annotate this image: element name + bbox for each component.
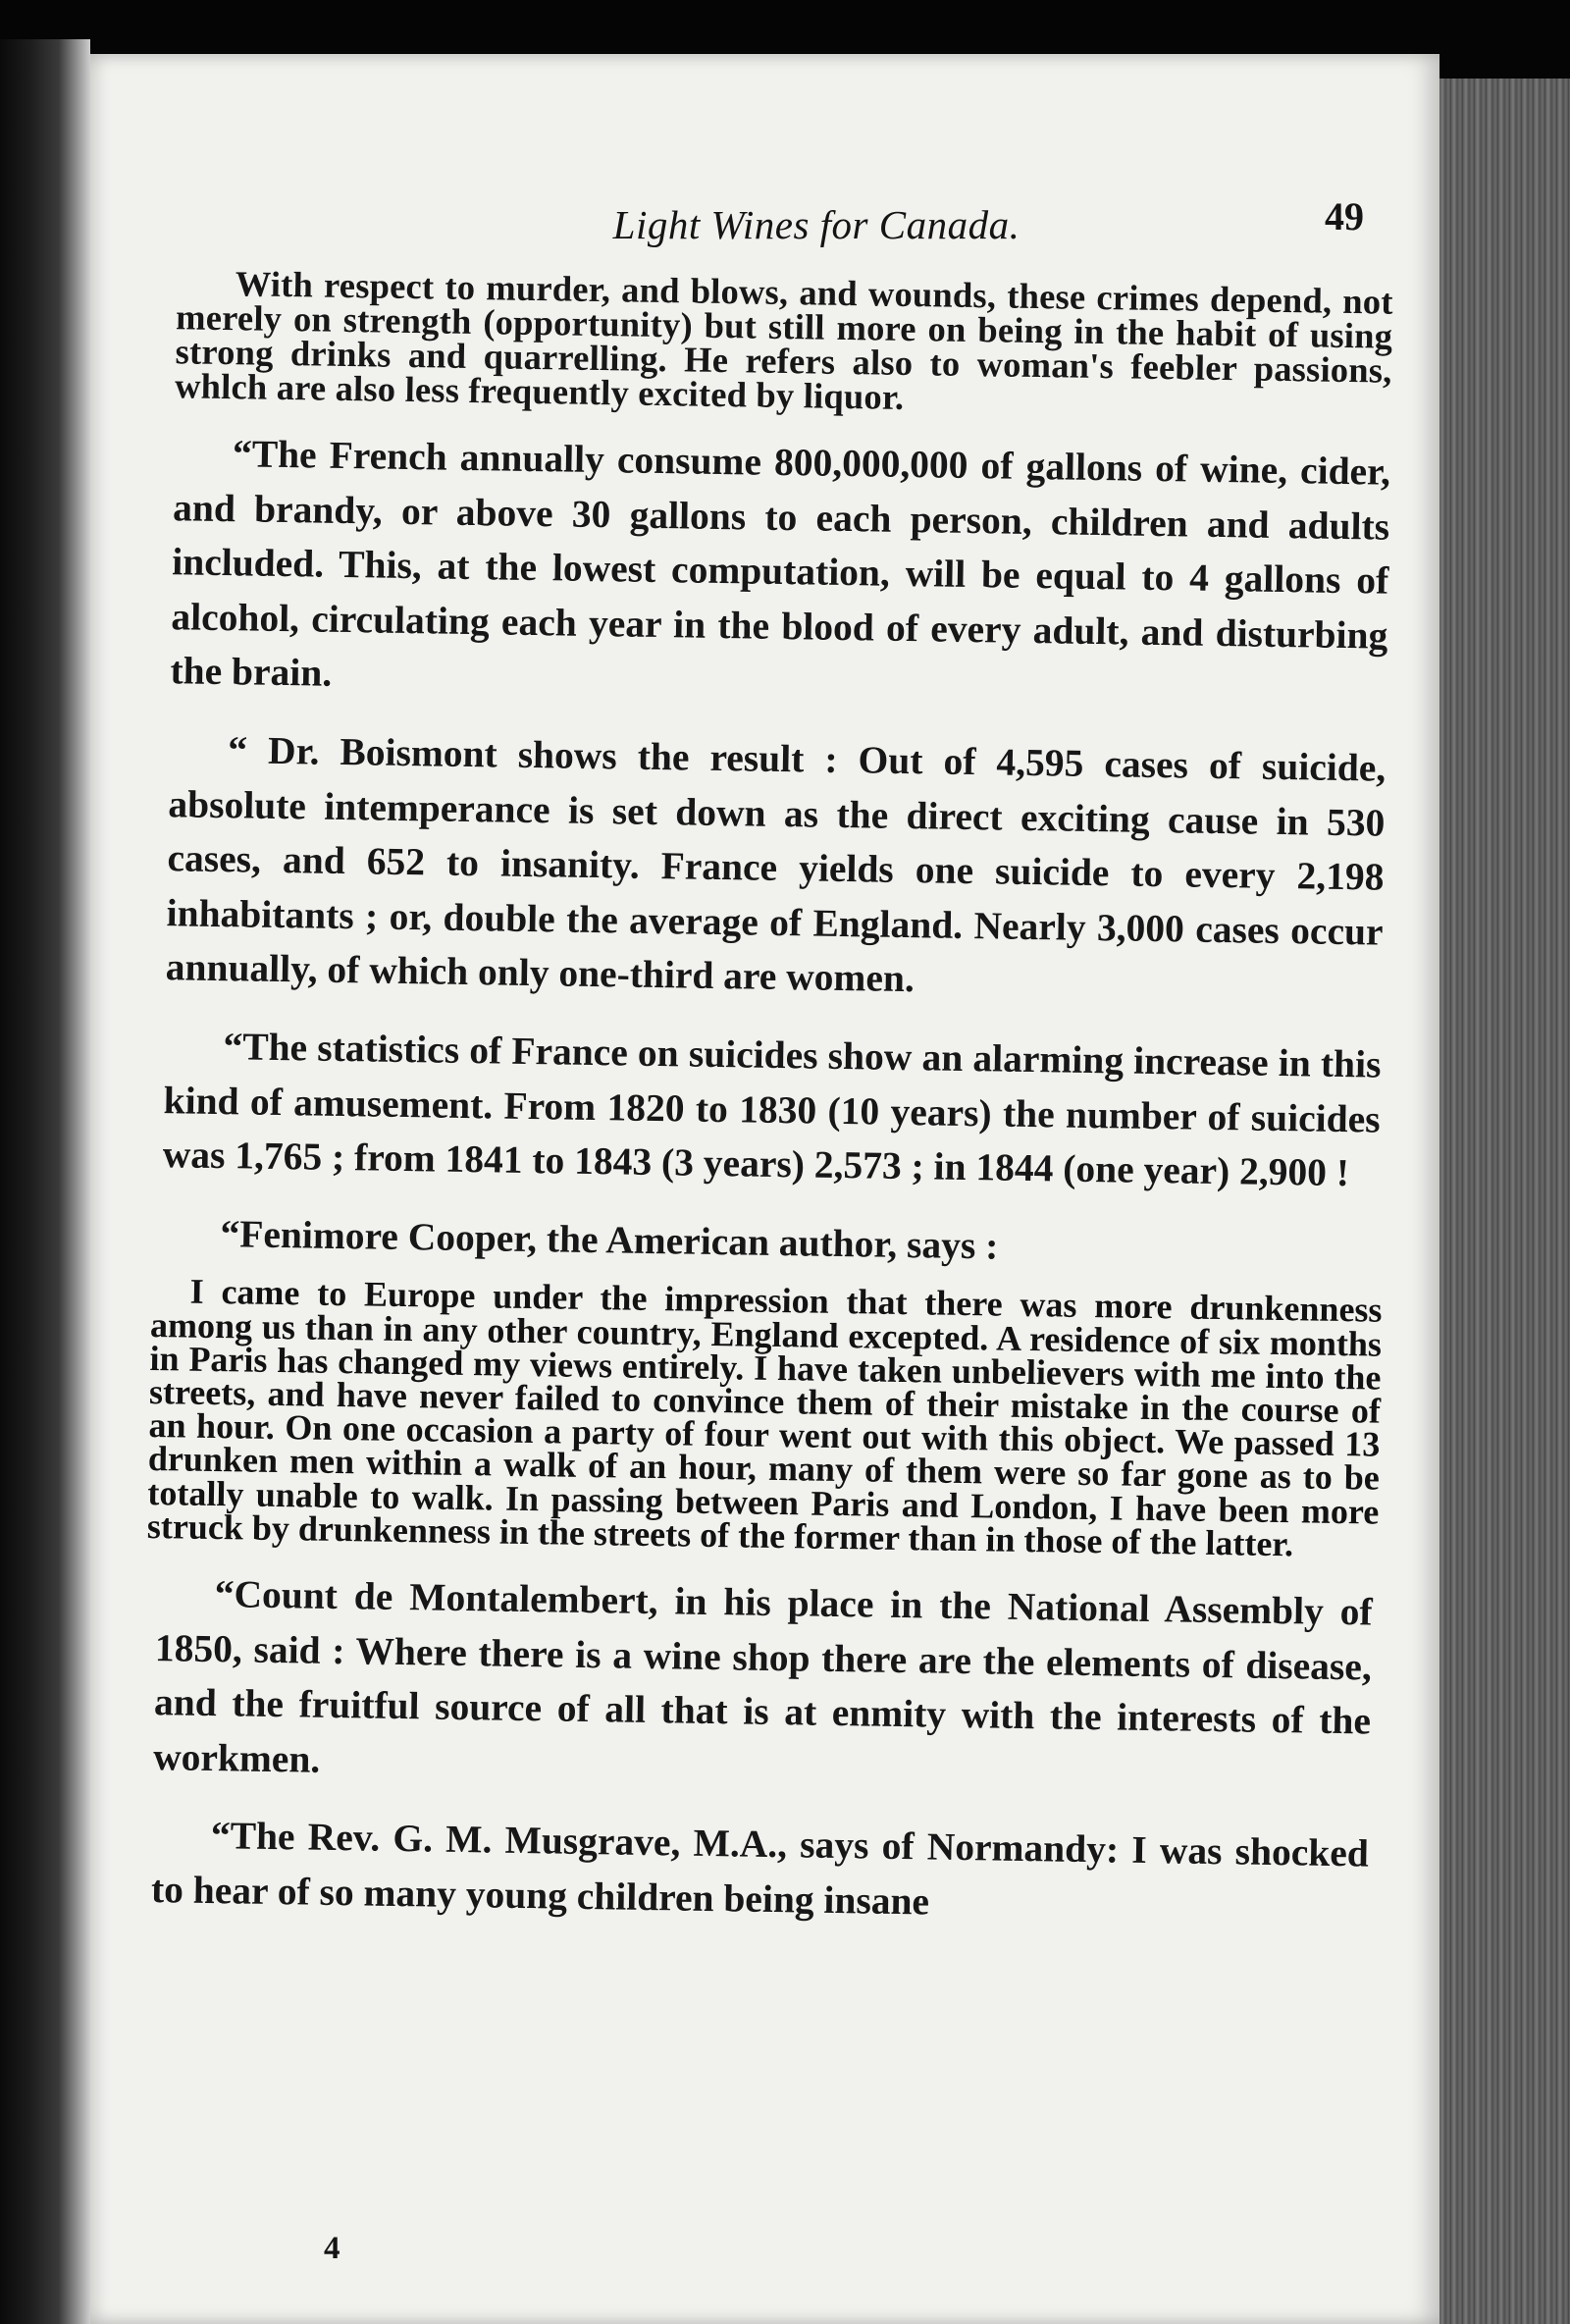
book-page	[90, 54, 1439, 2324]
body-text	[146, 263, 1393, 1936]
paragraph-boismont: “ Dr. Boismont shows the result : Out of 4,595 cases of suicide, absolute intemperance is set down as the direct exciting cause in 530 cases, and 652 to insanity. France yields one suicide to every 2,198 inhabitants ; or, double the average of England. Nearly 3,000 cases occur annually, of which only one-third are women.	[165, 728, 1387, 1001]
paragraph-statistics: “The statistics of France on suicides show an alarming increase in this kind of amusement. From 1820 to 1830 (10 years) the number of suicides was 1,765 ; from 1841 to 1843 (3 years) 2,573 ; in 1844 (one year) 2,900 !	[162, 1025, 1382, 1195]
paragraph-montalembert: “Count de Montalembert, in his place in the National Assembly of 1850, said : Where there is a wine shop there are the elements of disease, and the fruitful source of all that is at enmity with the interests of the workmen.	[152, 1571, 1374, 1781]
paragraph-cooper-intro: “Fenimore Cooper, the American author, says :	[220, 1211, 999, 1268]
book-page-edges	[1428, 79, 1570, 2324]
paragraph-musgrave: “The Rev. G. M. Musgrave, M.A., says of Normandy: I was shocked to hear of so many young children being insane	[150, 1814, 1370, 1924]
signature-mark: 4	[324, 2231, 340, 2266]
running-title: Light Wines for Canada.	[612, 202, 1020, 247]
cooper-quotation: I came to Europe under the impression that there was more drunkenness among us than in any other country, England excepted. A residence of six months in Paris has changed my views entirely. I have taken unbelievers with me into the streets, and have never failed to convince them of their mistake in the course of an hour. On one occasion a party of four went out with this object. We passed 13 drunken men within a walk of an hour, many of them were so far gone as to be totally unable to walk. In passing between Paris and London, I have been more struck by drunkenness in the streets of the former than in those of the latter.	[146, 1271, 1383, 1564]
book-gutter	[0, 39, 90, 2324]
paragraph-french-consumption: “The French annually consume 800,000,000 of gallons of wine, cider, and brandy, or above 30 gallons to each person, children and adults included. This, at the lowest computation, will be equal to 4 gallons of alcohol, circulating each year in the blood of every adult, and disturbing the brain.	[170, 432, 1391, 696]
paragraph-murder: With respect to murder, and blows, and wounds, these crimes depend, not merely on strength (opportunity) but still more on being in the habit of using strong drinks and quarrelling. He refers also to woman's feebler passions, whlch are also less frequently excited by liquor.	[174, 263, 1393, 417]
page-number: 49	[1325, 194, 1364, 238]
